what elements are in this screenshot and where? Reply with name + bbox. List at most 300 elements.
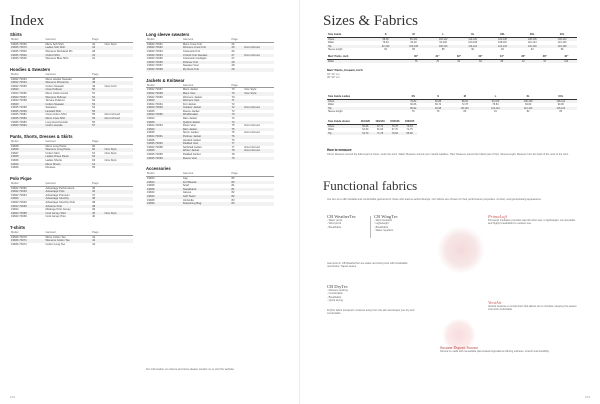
wingtec-item: - Breathable xyxy=(374,225,389,229)
index-cell: 57 xyxy=(91,124,103,128)
index-cell: 19845 xyxy=(146,121,182,125)
index-row xyxy=(10,243,133,247)
index-cell: Quilted Jacket xyxy=(182,121,231,125)
index-cell: 19848 xyxy=(11,144,19,148)
size-header-cell: L xyxy=(479,95,511,99)
index-cell: 70 xyxy=(231,95,235,99)
index-cell: 80 xyxy=(230,181,243,185)
index-cell: 38 xyxy=(91,197,103,201)
index-row xyxy=(146,202,274,206)
index-cell: 19846 xyxy=(146,202,182,206)
size-header-cell: M xyxy=(399,33,429,37)
index-cell: 56 xyxy=(91,117,103,121)
index-cell: Drawstring Bag xyxy=(182,202,231,206)
status-tag xyxy=(243,202,274,206)
index-cell: Fleece Vest xyxy=(182,157,231,161)
index-cell: 32 xyxy=(92,42,96,46)
size-cell: 79 xyxy=(427,59,448,63)
index-cell: 80 xyxy=(231,176,235,180)
index-cell: 19842 70064 xyxy=(11,193,27,197)
index-cell: 31 xyxy=(92,57,96,61)
how-to-measure-title: How to measure xyxy=(327,148,352,152)
size-cell: 124-132 xyxy=(488,45,518,49)
index-cell: 19845 70500 xyxy=(11,49,27,53)
index-cell: Crew Pullover xyxy=(44,88,91,92)
index-cell: Advantage Polo xyxy=(44,190,91,194)
size-cell: 60-66 xyxy=(410,103,417,106)
size-cell: 140-148 xyxy=(547,45,577,49)
index-cell: 70 xyxy=(231,88,235,92)
size-cell: 94-100 xyxy=(479,99,511,103)
index-cell: Outdoor Jacket xyxy=(182,106,231,110)
size-cell: 82 xyxy=(526,110,530,113)
index-cell: Mens Soft Shirt xyxy=(45,42,64,46)
status-tag: Discontinued xyxy=(244,145,260,149)
index-cell: V-Neck Knit Sweater xyxy=(182,54,231,58)
index-cell: Womens Cotton Tee xyxy=(44,239,91,243)
ventair-block xyxy=(488,300,578,312)
index-cell: 81 xyxy=(231,184,235,188)
size-table xyxy=(327,120,417,135)
index-cell: Umbrella xyxy=(182,198,194,202)
index-row xyxy=(10,57,133,61)
size-cell: 104-112 xyxy=(428,37,457,41)
index-section xyxy=(10,176,133,219)
weathertec-title: CB WeatherTec xyxy=(327,214,356,219)
index-section xyxy=(146,32,274,72)
size-cell: 84-90 xyxy=(525,103,532,106)
status-tag: Discontinued xyxy=(103,117,133,121)
size-header-cell: XL xyxy=(458,33,488,37)
size-header-cell: S xyxy=(426,95,451,99)
index-cell: 26 xyxy=(231,42,235,46)
size-header-cell: Size Guide Ladies xyxy=(327,95,401,99)
size-cell: 79-84 xyxy=(387,132,402,136)
index-cell: 19843 70067 xyxy=(10,96,44,100)
size-table xyxy=(327,33,577,52)
index-cell: Dresses xyxy=(45,166,56,170)
index-cell: Down Vest xyxy=(182,124,196,128)
index-cell: 19843 xyxy=(10,88,44,92)
index-cell: 19843 70068 xyxy=(10,212,44,216)
index-cell: Pullover Knit xyxy=(182,61,231,65)
index-table xyxy=(146,172,274,205)
sorona-text: Sorona is made with renewable plant-based ingredients offering softness, stretch and durability. xyxy=(440,350,550,353)
size-header-cell: 30" xyxy=(405,55,426,59)
size-cell: 88-94 xyxy=(450,99,479,103)
index-cell: Knit Beanie xyxy=(182,181,231,185)
index-cell: Cap xyxy=(182,176,188,180)
index-cell: 19845 70683 xyxy=(11,120,27,124)
index-cell: 42 xyxy=(92,242,96,246)
index-cell: 52 xyxy=(91,96,103,100)
size-header-cell: L xyxy=(428,33,457,37)
index-cell: 74 xyxy=(231,117,235,121)
index-cell: Advantage Premium xyxy=(45,193,70,197)
size-header-cell: XL xyxy=(512,95,545,99)
size-header-cell: 38" xyxy=(534,55,555,59)
size-cell: 67-70 xyxy=(391,128,398,131)
index-cell: 19845 70069 xyxy=(10,110,44,114)
size-cell: 54-60 xyxy=(362,128,369,131)
index-column-header: Garment xyxy=(182,84,231,88)
status-tag: New Style xyxy=(104,159,117,162)
index-cell: 40 xyxy=(91,212,103,216)
index-cell: 19843 xyxy=(10,163,44,167)
size-cell: 88 xyxy=(441,48,445,51)
index-section-title: Pants, Shorts, Dresses & Skirts xyxy=(10,133,73,139)
size-header-cell: 150/160 xyxy=(387,120,402,124)
index-footnote: For information on colours and sizes please contact us or visit the website. xyxy=(146,368,235,371)
weathertec-item: - Water proof xyxy=(327,219,343,222)
index-cell: 37 xyxy=(92,193,96,197)
index-cell: 60 xyxy=(91,148,103,152)
index-cell: 19842 70063 xyxy=(11,77,27,81)
index-cell: Crew Cotton Shirt xyxy=(45,113,67,117)
index-cell: 19843 xyxy=(146,128,182,132)
size-cell: 91 xyxy=(513,59,534,63)
index-cell: 40 xyxy=(92,215,96,219)
index-cell: Crewneck Cardigan xyxy=(182,57,207,61)
index-cell: Hooded Jacket xyxy=(182,138,201,142)
size-cell: 102 xyxy=(556,59,577,63)
wingtec-title: CB WingTec xyxy=(374,214,398,219)
index-cell: Mens Cotton Hood xyxy=(45,91,68,95)
size-guide xyxy=(327,33,577,52)
index-section xyxy=(10,32,133,61)
size-cell: 132-140 xyxy=(517,45,547,49)
index-cell: 19842 70062 xyxy=(11,186,27,190)
index-cell: 19845 xyxy=(147,184,155,188)
index-column-left xyxy=(10,32,133,252)
inseam-title: Men' Pants, Inseam, inch xyxy=(327,68,363,72)
status-tag: New Color xyxy=(104,84,118,88)
size-cell: 136-144 xyxy=(547,37,577,41)
size-row xyxy=(327,110,577,114)
inseam-value-2: 30" 32" cm xyxy=(327,76,340,80)
index-column-header: Page xyxy=(91,140,103,144)
size-cell: Hip xyxy=(327,45,373,49)
size-cell: Hip xyxy=(327,132,358,136)
size-cell: 88-96 xyxy=(373,37,399,41)
index-table xyxy=(10,231,133,246)
index-column-header: Garment xyxy=(44,73,91,77)
index-cell: Pullover Jacket xyxy=(182,135,231,139)
index-cell: 19845 70069 xyxy=(146,157,182,161)
index-cell: Mens Vest xyxy=(182,92,231,96)
size-cell: 98-104 xyxy=(450,107,479,111)
index-section xyxy=(10,67,133,128)
size-header-cell: Size Guide xyxy=(327,33,373,37)
size-cell: 124-132 xyxy=(557,41,567,44)
index-cell: Womens Crew Knit xyxy=(182,46,231,50)
index-cell: Advantage Stretchy Polo xyxy=(45,200,76,204)
status-tag: New Style xyxy=(104,42,117,46)
size-header-cell: Men' Pants, inch xyxy=(327,55,405,59)
index-cell: 83 xyxy=(231,198,235,202)
index-cell: Scarf xyxy=(182,184,190,188)
index-cell: 19840 70063 xyxy=(147,49,163,53)
index-cell: Womens Jacket xyxy=(182,95,202,99)
index-cell: 19840 70067 xyxy=(147,64,163,68)
index-cell: 19840 70066 xyxy=(146,61,182,65)
index-cell: Golf Towel xyxy=(182,195,231,199)
size-cell: 84 xyxy=(384,48,387,51)
size-cell: 76 xyxy=(405,59,426,63)
status-tag: New Style xyxy=(103,148,133,152)
size-cell: Chest xyxy=(327,99,401,103)
size-cell: Chest xyxy=(327,124,358,128)
primaloft-block xyxy=(488,214,578,226)
index-cell: Sweaters xyxy=(45,106,57,110)
size-cell: 84 xyxy=(470,59,491,63)
size-cell: Waist xyxy=(327,59,405,63)
primaloft-text: PrimaLoft insulation provides warmth when wet, is lightweight, compressible and highly breathable for outdoor use. xyxy=(488,219,576,226)
index-cell: 19845 xyxy=(147,131,155,135)
page-number-right: 103 xyxy=(584,395,590,399)
size-cell: 86-92 xyxy=(401,107,426,111)
index-cell: 19842 70065 xyxy=(11,84,27,88)
index-cell: 19845 70060 xyxy=(11,42,27,46)
index-cell: Cotton Sweater xyxy=(44,103,91,107)
index-cell: 28 xyxy=(230,68,243,72)
index-cell: 19846 xyxy=(146,188,182,192)
status-tag xyxy=(243,68,274,72)
index-column-header: Page xyxy=(91,73,103,77)
how-to-measure-text: Chest: Measure around the fullest part of chest, under the arms. Waist: Measure around your natural waistline. Hips: Measure around the fullest part of hips. Sleeve length: Measure from the back of the neck to the wrist. xyxy=(327,153,569,157)
index-cell: 19843 xyxy=(147,191,155,195)
index-column-header: Page xyxy=(230,172,243,176)
index-table xyxy=(146,84,274,160)
size-cell: 60-66 xyxy=(358,124,373,128)
index-cell: 19843 xyxy=(146,99,182,103)
index-cell: 42 xyxy=(91,239,103,243)
index-cell: Mens Crew Shirt xyxy=(44,117,91,121)
status-tag: Discontinued xyxy=(244,131,260,135)
index-row xyxy=(10,166,133,170)
size-cell: 104-110 xyxy=(479,107,511,111)
index-column-header: Model xyxy=(10,73,44,77)
index-cell: 19847 xyxy=(11,151,19,155)
index-cell: Rain Jacket xyxy=(182,117,197,121)
index-cell: 19846 70072 xyxy=(11,242,27,246)
size-cell: 66-72 xyxy=(434,103,442,106)
size-header-cell: XS xyxy=(401,95,426,99)
size-cell: 80 xyxy=(463,110,467,113)
size-cell: 116-124 xyxy=(527,41,537,44)
index-cell: 26 xyxy=(230,46,243,50)
index-row xyxy=(146,157,274,161)
size-cell: 100-106 xyxy=(512,99,545,103)
size-header-cell: 31" xyxy=(427,55,448,59)
size-header-cell: 4XL xyxy=(547,33,577,37)
index-column-header: Garment xyxy=(182,38,231,42)
wingtec-item: - Wind resistant xyxy=(374,219,393,222)
index-column-header: Garment xyxy=(44,182,91,186)
size-cell: 110-116 xyxy=(512,107,545,111)
wingtec-item: - Lightweight xyxy=(374,222,389,226)
drytec-text: DryTec fabric transports moisture away from the skin and keeps you dry and comfortable. xyxy=(327,308,415,316)
index-cell: 77 xyxy=(231,145,235,149)
index-cell: Padded Vest xyxy=(182,142,231,146)
index-cell: 27 xyxy=(231,57,235,61)
index-cell: 19844 70064 xyxy=(147,102,163,106)
index-cell: Hooded Shirt xyxy=(44,110,91,114)
index-cell: Mens Cotton Tee xyxy=(45,235,66,239)
inseam-value-1: 32" 34" cm xyxy=(327,73,340,77)
functional-fabrics-title: Functional fabrics xyxy=(323,178,418,193)
index-cell: 19842 70067 xyxy=(147,88,163,92)
index-cell: 36 xyxy=(91,190,103,194)
size-cell: 112-120 xyxy=(458,37,488,41)
index-cell: 28 xyxy=(231,64,235,68)
index-cell: 63 xyxy=(92,159,96,162)
index-cell: 65 xyxy=(92,166,96,170)
index-cell: Knit Jacket xyxy=(182,102,196,106)
size-cell: 90 xyxy=(471,48,475,51)
index-cell: 19843 70065 xyxy=(10,205,44,209)
size-cell: 84-92 xyxy=(410,41,417,44)
sorona-title: Sustane Dupont Sorona xyxy=(440,345,478,350)
size-cell: 120-128 xyxy=(488,37,518,41)
index-cell: 19845 70063 xyxy=(146,142,182,146)
index-column-header: Page xyxy=(230,84,243,88)
size-cell: 116-124 xyxy=(458,45,488,49)
sorona-block xyxy=(440,345,580,353)
index-cell: 75 xyxy=(231,124,235,128)
junior-guide xyxy=(327,120,417,135)
size-cell: 76-82 xyxy=(401,99,426,103)
index-cell: 19843 70066 xyxy=(11,91,27,95)
size-cell: 79 xyxy=(436,110,440,113)
index-cell: 19843 xyxy=(10,103,44,107)
index-table xyxy=(10,182,133,219)
size-cell: Sleeve length xyxy=(328,110,343,113)
index-column-header: Model xyxy=(10,140,44,144)
size-table xyxy=(327,55,577,63)
size-row xyxy=(327,48,577,52)
index-cell: 83 xyxy=(230,202,243,206)
index-cell: 78 xyxy=(230,149,243,153)
size-row xyxy=(327,132,417,136)
how-to-measure xyxy=(327,148,577,157)
index-cell: 26 xyxy=(231,49,235,53)
weathertec-item: - Breathable xyxy=(327,225,342,229)
index-cell: 19842 70068 xyxy=(146,92,182,96)
size-header-cell: XXL xyxy=(545,95,577,99)
index-cell: 76 xyxy=(230,135,243,139)
index-cell: Oxford Shirt xyxy=(44,54,91,58)
index-cell: Mens Crew Knit xyxy=(182,42,202,46)
index-section xyxy=(146,166,274,206)
inseam-guide xyxy=(327,68,477,80)
ventair-title: VentAir xyxy=(488,300,502,305)
size-header-cell: 36" xyxy=(513,55,534,59)
index-cell: 27 xyxy=(230,54,243,58)
index-cell: 19846 xyxy=(11,166,19,170)
index-cell: Fleece Jacket xyxy=(182,109,200,113)
index-cell: Cool Jersey Polo xyxy=(45,215,66,219)
size-cell: 82-88 xyxy=(426,99,451,103)
index-cell: 19843 70068 xyxy=(147,145,163,149)
drytec-item: - Comfortable xyxy=(327,292,343,296)
size-cell: 81 xyxy=(494,110,497,113)
index-cell: 19844 xyxy=(146,195,182,199)
wingtec-block xyxy=(374,214,414,233)
size-cell: 108-116 xyxy=(428,45,457,49)
index-section-title: Accessories xyxy=(146,166,171,172)
index-column-header: Model xyxy=(146,84,182,88)
weathertec-item: - Wind proof xyxy=(327,222,342,226)
size-row xyxy=(327,59,577,63)
index-cell: Sweatband xyxy=(182,188,231,192)
status-tag: Discontinued xyxy=(104,113,121,117)
size-cell: Hip xyxy=(327,107,401,111)
index-cell: Cotton Hoodie xyxy=(44,124,91,128)
size-cell: 92-98 xyxy=(426,107,451,111)
pants-guide xyxy=(327,55,577,63)
size-cell: 92 xyxy=(501,48,504,51)
index-section-title: Shirts xyxy=(10,32,22,37)
size-cell: 72-78 xyxy=(461,103,468,106)
index-section-title: Hoodies & Sweaters xyxy=(10,66,51,72)
index-cell: 19844 70063 xyxy=(147,124,163,128)
index-cell: 82 xyxy=(230,195,243,199)
index-cell: 60 xyxy=(92,144,96,148)
index-cell: 70 xyxy=(230,92,243,96)
size-cell: 61-66 xyxy=(376,128,384,131)
index-cell: 19840 70064 xyxy=(146,54,182,58)
size-header-cell: XXL xyxy=(488,33,518,37)
size-cell: 116-122 xyxy=(545,107,577,111)
index-cell: 51 xyxy=(92,91,96,95)
primaloft-graphic xyxy=(437,226,485,274)
index-cell: 19846 70071 xyxy=(10,239,44,243)
index-cell: 19840 70065 xyxy=(147,57,163,61)
index-cell: 19845 xyxy=(147,109,155,113)
index-column-header: Garment xyxy=(44,38,91,42)
index-cell: 19844 xyxy=(11,208,19,212)
size-cell: 86 xyxy=(491,59,512,63)
status-tag: Discontinued xyxy=(243,46,274,50)
index-cell: Womens Rockland Mn xyxy=(45,49,73,53)
index-cell: Rain Jacket xyxy=(182,128,231,132)
index-cell: Womens Vest xyxy=(182,99,231,103)
index-cell: 19846 xyxy=(147,138,155,142)
index-cell: 28 xyxy=(92,49,96,53)
index-cell: 19843 70063 xyxy=(11,200,27,204)
drytec-block xyxy=(327,284,417,315)
index-cell: 19843 xyxy=(10,197,44,201)
index-column-header: Model xyxy=(10,231,44,235)
index-cell: 19843 70063 xyxy=(146,106,182,110)
index-cell: 77 xyxy=(230,142,243,146)
index-cell: Ladies Shorts xyxy=(45,159,62,162)
index-cell: Winter Jacket xyxy=(182,149,231,153)
index-cell: Mens Shorts xyxy=(44,163,91,167)
index-cell: 19843 70693 xyxy=(10,124,44,128)
index-column-header: Garment xyxy=(44,140,91,144)
status-tag: Discontinued xyxy=(243,54,274,58)
index-cell: Mens Hoodie Sweater xyxy=(45,77,72,81)
index-cell: 73 xyxy=(230,113,243,117)
index-cell: Cool Jersey Shirt xyxy=(44,212,91,216)
size-cell: 94 xyxy=(530,48,534,51)
sizes-fabrics-page xyxy=(300,0,600,404)
index-cell: Mens Long Pants xyxy=(45,144,67,148)
size-cell: Waist xyxy=(328,41,334,44)
index-column-header: Garment xyxy=(182,172,231,176)
